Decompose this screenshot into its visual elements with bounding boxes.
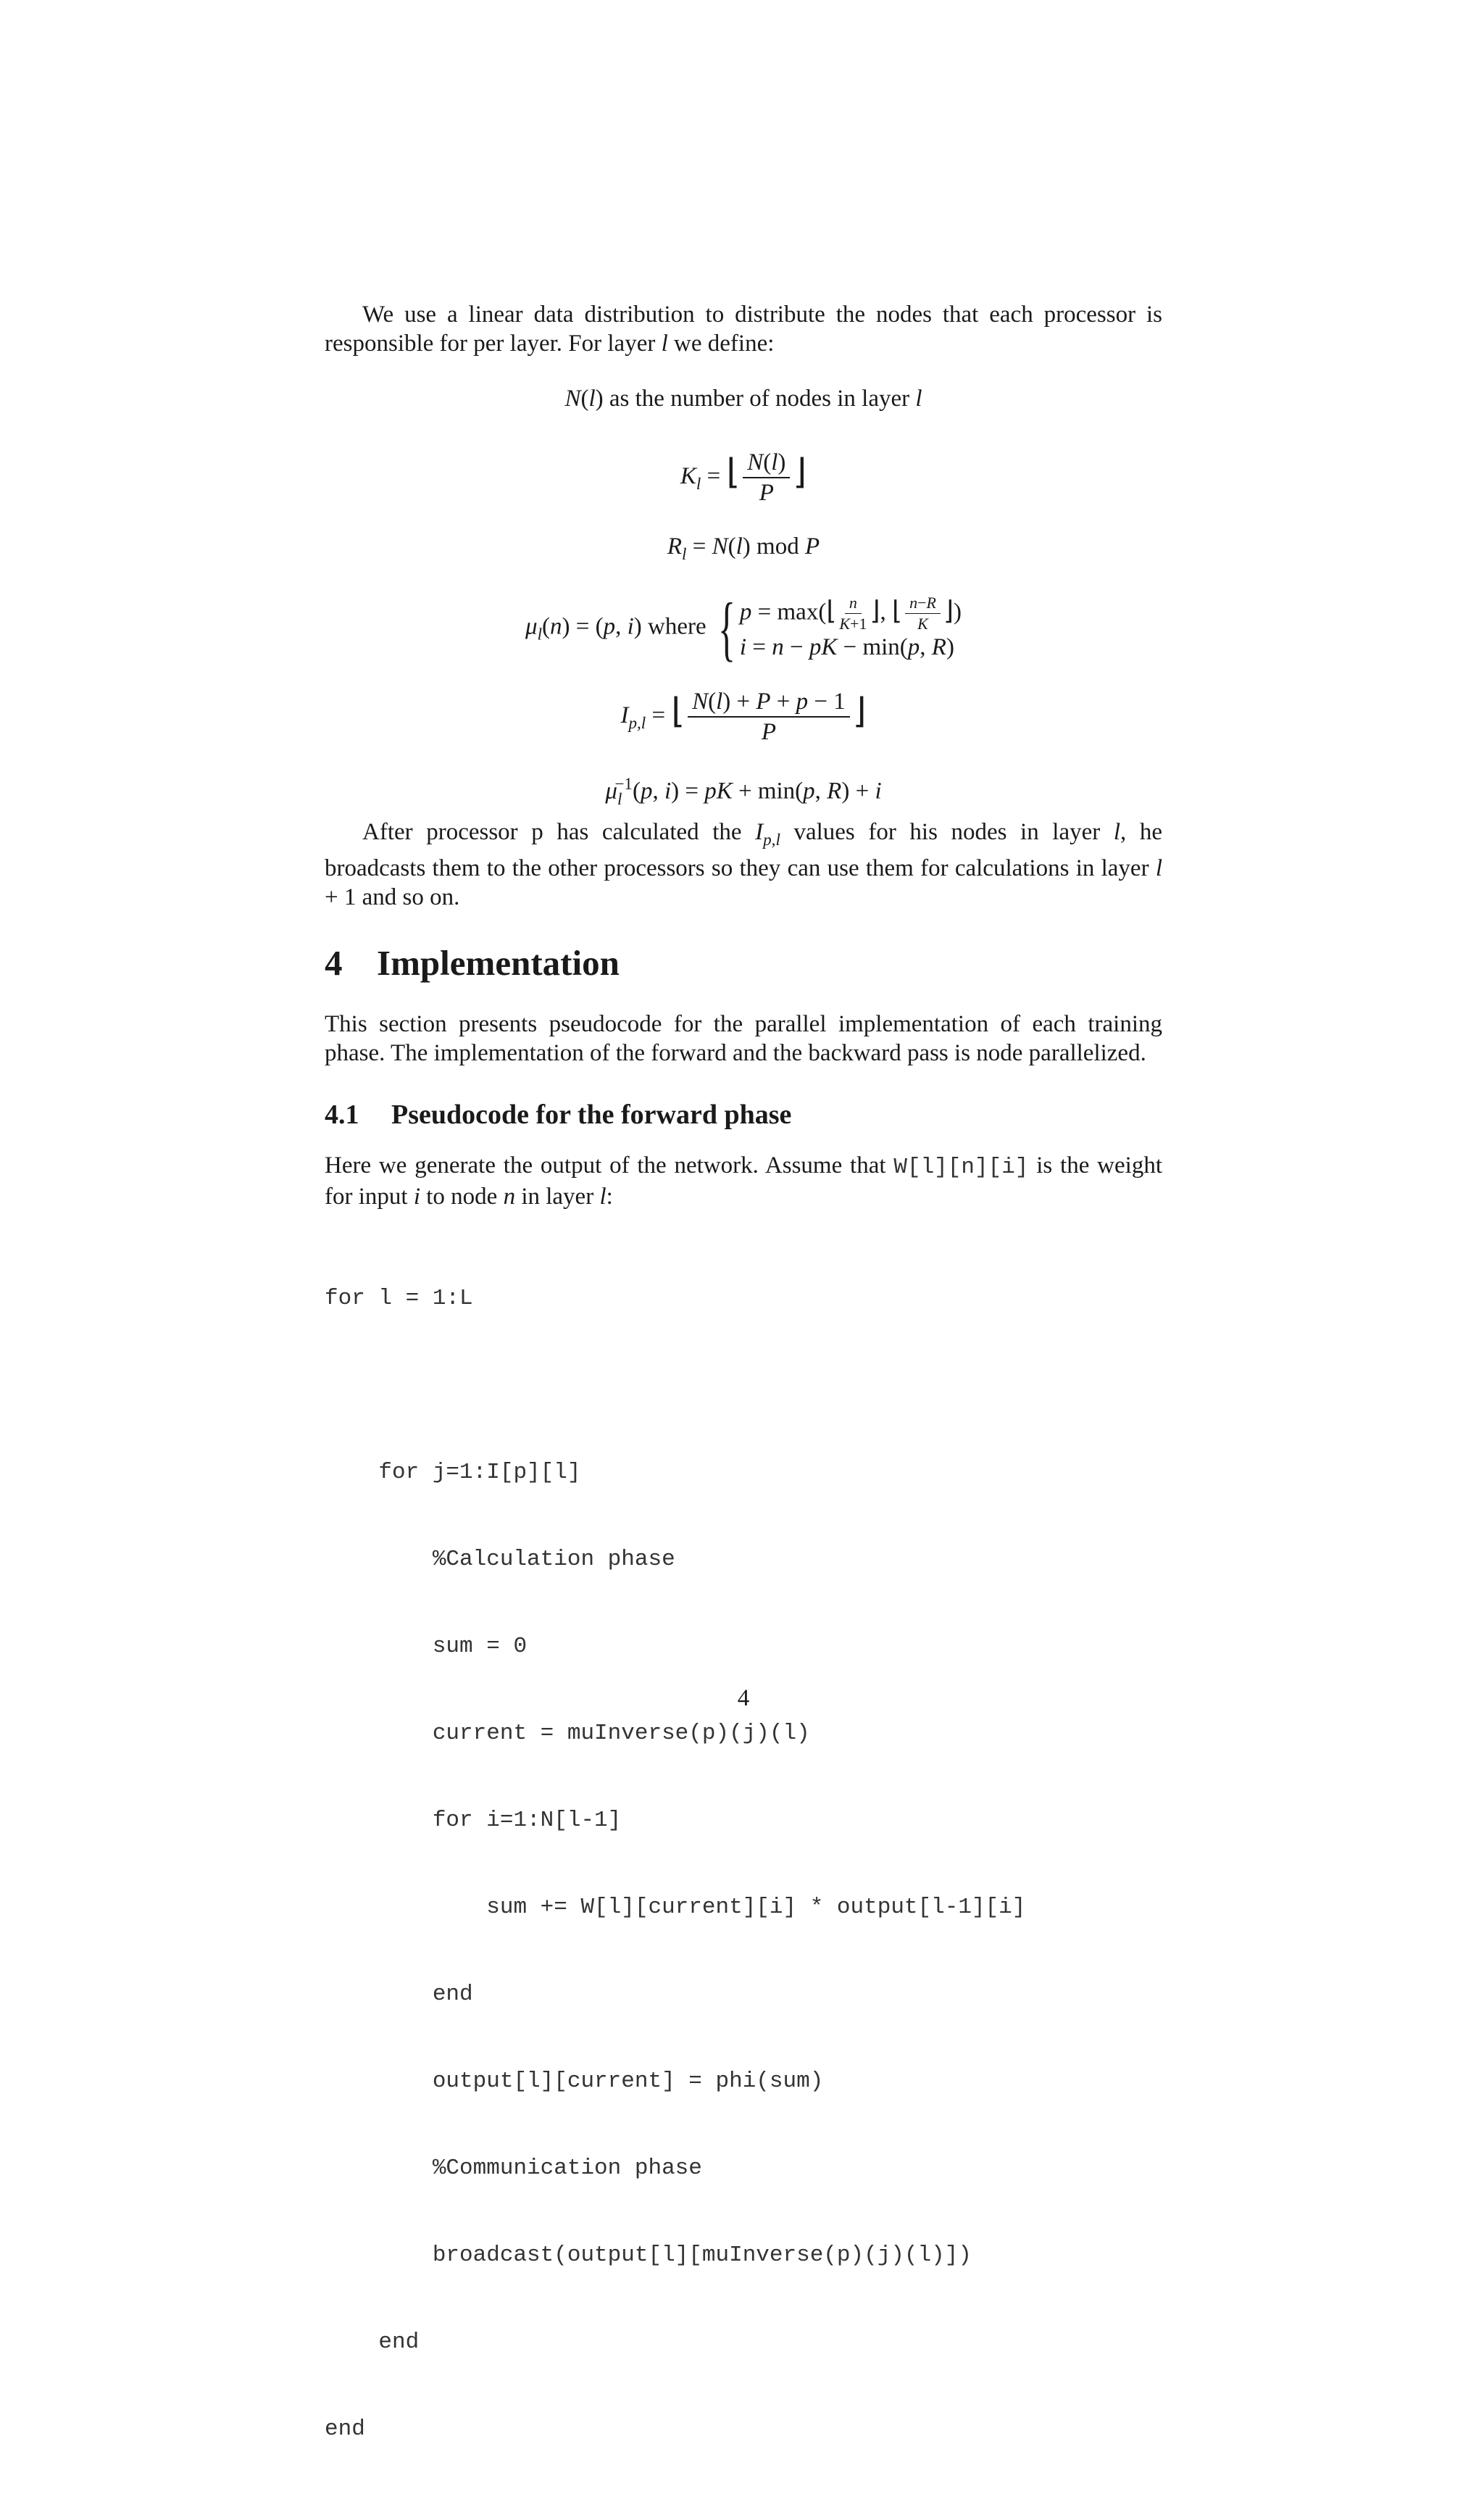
page-number: 4 — [737, 1685, 750, 1711]
code-line: sum += W[l][current][i] * output[l-1][i] — [325, 1895, 1026, 1920]
section-title: Implementation — [377, 943, 620, 983]
code-line: for l = 1:L — [325, 1286, 473, 1311]
equation-k-l: $K_l$ = ⌊ $\frac{N(l)}{P}$ ⌋ — [680, 449, 807, 507]
code-line: end — [325, 1982, 473, 2007]
subsection-paragraph: Here we generate the output of the network. Assume that W[l][n][i] is the weight for input i to node n in layer l: — [325, 1152, 1162, 1210]
equation-i-p-l: $I_{p,l}$ = ⌊ $\frac{N(l) + P + p - 1}{P}$ ⌋ — [620, 689, 867, 746]
code-line — [325, 1371, 1025, 1400]
inline-code-weight: W[l][n][i] — [893, 1155, 1029, 1180]
code-line: broadcast(output[l][muInverse(p)(j)(l)]) — [325, 2243, 972, 2268]
equation-mu: $\mu_l(n) = (p$, i) where { p = max(⌊ $\frac{n}{K+1}$ ⌋, ⌊ $\frac{n-R}{K}$ ⌋) i = n − pK − min(p, R) — [525, 587, 962, 668]
code-line: output[l][current] = phi(sum) — [325, 2069, 824, 2094]
section-heading — [325, 942, 620, 984]
equation-mu-inverse: $\mu_l^{-1}(p$, i) = pK + min(p, R) + i — [605, 774, 882, 808]
subsection-heading — [325, 1099, 791, 1131]
section-number: 4 — [325, 943, 343, 983]
code-line: for i=1:N[l-1] — [325, 1808, 622, 1833]
section-paragraph: This section presents pseudocode for the parallel implementation of each training phase. The implementation of the forward and the backward pass is node parallelized. — [325, 1011, 1162, 1066]
code-line: current = muInverse(p)(j)(l) — [325, 1721, 810, 1746]
subsection-number: 4.1 — [325, 1100, 359, 1130]
code-line: sum = 0 — [325, 1634, 528, 1659]
equation-r-l: $R_l = N(l)$ mod P — [667, 533, 820, 564]
code-line: for j=1:I[p][l] — [325, 1460, 581, 1485]
intro-paragraph: We use a linear data distribution to distribute the nodes that each processor is responsible for per layer. For layer l we define: — [325, 302, 1162, 357]
code-line: end — [325, 2329, 420, 2355]
pseudocode-listing — [325, 1226, 1025, 2502]
equation-n-of-l: N(l) as the number of nodes in layer l — [564, 386, 922, 412]
code-line: end — [325, 2416, 365, 2442]
after-paragraph: After processor p has calculated the $I_{p,l}$ values for his nodes in layer l, he broadcasts them to the other processors so they can use them for calculations in layer l + 1 and so on. — [325, 819, 1162, 911]
subsection-title: Pseudocode for the forward phase — [391, 1100, 792, 1130]
code-line: %Calculation phase — [325, 1547, 675, 1572]
code-line: %Communication phase — [325, 2156, 702, 2181]
